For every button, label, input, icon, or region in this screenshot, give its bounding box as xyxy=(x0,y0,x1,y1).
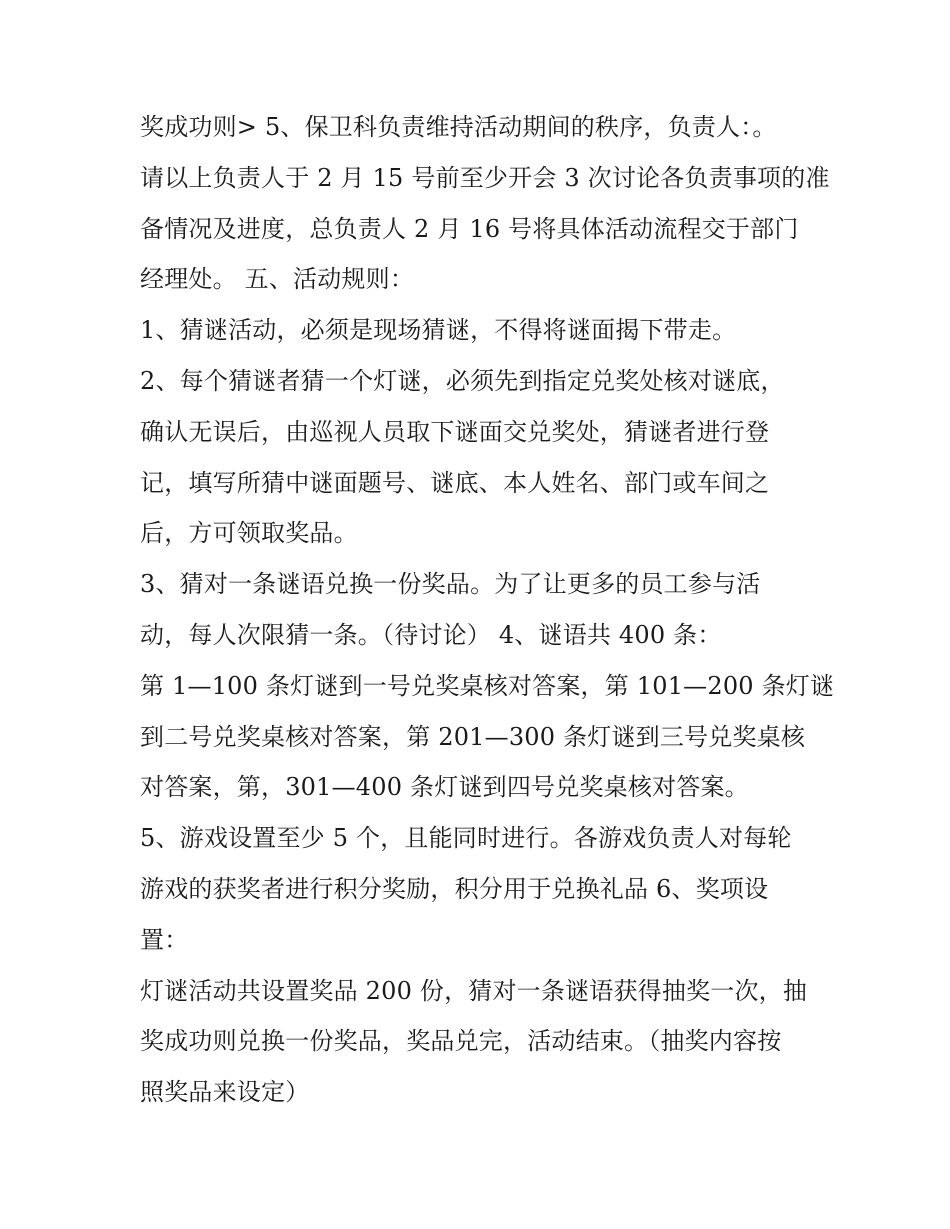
text-line: 照奖品来设定） xyxy=(140,1078,310,1107)
text-line: 5、游戏设置至少 5 个，且能同时进行。各游戏负责人对每轮 xyxy=(140,824,792,853)
text-line: 第 1—100 条灯谜到一号兑奖桌核对答案，第 101—200 条灯谜 xyxy=(140,671,835,700)
document-body xyxy=(140,102,835,1118)
text-line: 备情况及进度，总负责人 2 月 16 号将具体活动流程交于部门 xyxy=(140,214,799,243)
text-line: 灯谜活动共设置奖品 200 份，猜对一条谜语获得抽奖一次，抽 xyxy=(140,976,808,1005)
text-line: 奖成功则> 5、保卫科负责维持活动期间的秩序，负责人：。 xyxy=(140,113,777,141)
text-line: 记，填写所猜中谜面题号、谜底、本人姓名、部门或车间之 xyxy=(140,468,770,497)
text-line: 到二号兑奖桌核对答案，第 201—300 条灯谜到三号兑奖桌核 xyxy=(140,722,806,751)
text-line: 3、猜对一条谜语兑换一份奖品。为了让更多的员工参与活 xyxy=(140,570,761,599)
text-line: 动，每人次限猜一条。（待讨论） 4、谜语共 400 条： xyxy=(140,620,722,649)
text-line: 确认无误后，由巡视人员取下谜面交兑奖处，猜谜者进行登 xyxy=(140,417,770,446)
text-line: 2、每个猜谜者猜一个灯谜，必须先到指定兑奖处核对谜底， xyxy=(140,366,785,395)
text-line: 游戏的获奖者进行积分奖励，积分用于兑换礼品 6、奖项设 xyxy=(140,874,769,903)
text-line: 后，方可领取奖品。 xyxy=(140,519,358,548)
text-line: 对答案，第，301—400 条灯谜到四号兑奖桌核对答案。 xyxy=(140,773,749,802)
text-line: 置： xyxy=(140,925,189,954)
text-line: 请以上负责人于 2 月 15 号前至少开会 3 次讨论各负责事项的准 xyxy=(140,163,830,192)
text-line: 经理处。 五、活动规则： xyxy=(140,265,415,294)
text-line: 奖成功则兑换一份奖品，奖品兑完，活动结束。（抽奖内容按 xyxy=(140,1027,782,1056)
text-line: 1、猜谜活动，必须是现场猜谜，不得将谜面揭下带走。 xyxy=(140,316,737,345)
